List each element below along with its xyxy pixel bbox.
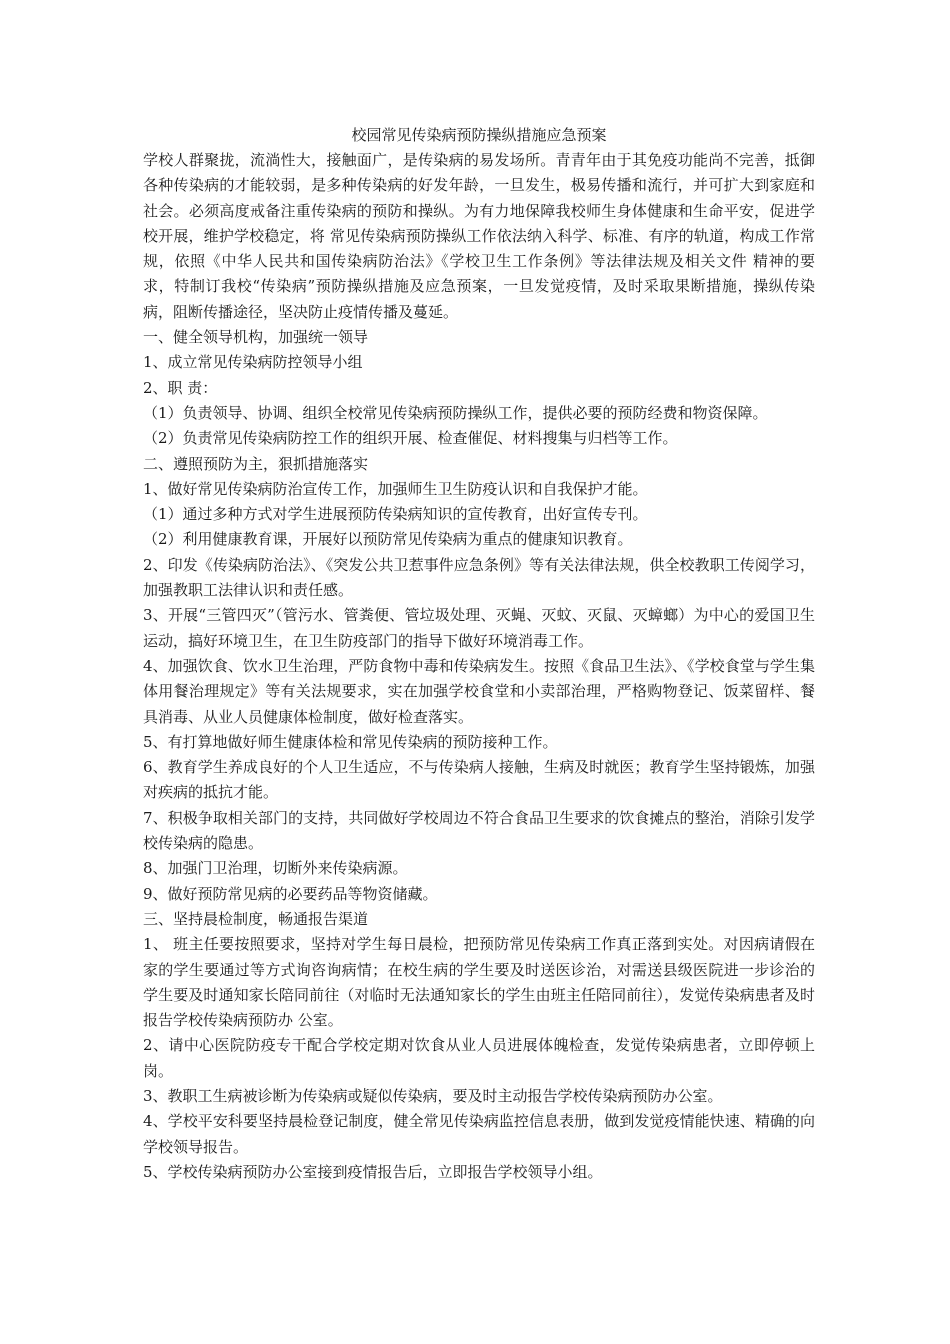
paragraph: （2）负责常见传染病防控工作的组织开展、检查催促、材料搜集与归档等工作。: [143, 429, 678, 448]
paragraph: 4、学校平安科要坚持晨检登记制度，健全常见传染病监控信息表册，做到发觉疫情能快速、精确的向学校领导报告。: [143, 1112, 815, 1156]
paragraph: 7、积极争取相关部门的支持，共同做好学校周边不符合食品卫生要求的饮食摊点的整治，消除引发学校传染病的隐患。: [143, 808, 815, 853]
paragraph: 二、遵照预防为主，狠抓措施落实: [143, 454, 369, 473]
paragraph: 3、教职工生病被诊断为传染病或疑似传染病，要及时主动报告学校传染病预防办公室。: [143, 1086, 723, 1105]
paragraph: 三、坚持晨检制度，畅通报告渠道: [143, 909, 369, 928]
paragraph: （1）负责领导、协调、组织全校常见传染病预防操纵工作，提供必要的预防经费和物资保障。: [143, 403, 768, 422]
paragraph: （2）利用健康教育课，开展好以预防常见传染病为重点的健康知识教育。: [143, 530, 633, 549]
paragraph: 9、做好预防常见病的必要药品等物资储藏。: [143, 884, 438, 903]
paragraph: 4、加强饮食、饮水卫生治理，严防食物中毒和传染病发生。按照《食品卫生法》、《学校食堂与学生集体用餐治理规定》等有关法规要求，实在加强学校食堂和小卖部治理，严格购物登记、饭菜留样、餐具消毒、从业人员健康体检制度，做好检查落实。: [143, 656, 815, 726]
paragraph: 5、学校传染病预防办公室接到疫情报告后，立即报告学校领导小组。: [143, 1162, 603, 1181]
paragraph: 3、开展“三管四灭”（管污水、管粪便、管垃圾处理、灭蝇、灭蚊、灭鼠、灭蟑螂）为中心的爱国卫生运动，搞好环境卫生，在卫生防疫部门的指导下做好环境消毒工作。: [143, 606, 815, 650]
paragraph: 1、 班主任要按照要求，坚持对学生每日晨检，把预防常见传染病工作真正落到实处。对因病请假在家的学生要通过等方式询咨询病情；在校生病的学生要及时送医诊治，对需送县级医院进一步诊治的学生要及时通知家长陪同前往（对临时无法通知家长的学生由班主任陪同前往），发觉传染病患者及时报告学校传染病预防办 公室。: [143, 935, 815, 1030]
paragraph: 5、有打算地做好师生健康体检和常见传染病的预防接种工作。: [143, 732, 558, 751]
document-title: 校园常见传染病预防操纵措施应急预案: [351, 126, 607, 144]
intro-paragraph: 学校人群聚拢，流淌性大，接触面广，是传染病的易发场所。青青年由于其免疫功能尚不完善，抵御各种传染病的才能较弱，是多种传染病的好发年龄，一旦发生，极易传播和流行，并可扩大到家庭和社会。必须高度戒备注重传染病的预防和操纵。为有力地保障我校师生身体健康和生命平安，促进学校开展，维护学校稳定，将 常见传染病预防操纵工作依法纳入科学、标准、有序的轨道，构成工作常规，依照《中华人民共和国传染病防治法》《学校卫生工作条例》等法律法规及相关文件 精神的要求，特制订我校“传染病”预防操纵措施及应急预案，一旦发觉疫情，及时采取果断措施，操纵传染病，阻断传播途径，坚决防止疫情传播及蔓延。: [143, 151, 815, 321]
paragraph: 1、成立常见传染病防控领导小组: [143, 353, 363, 372]
paragraph: 8、加强门卫治理，切断外来传染病源。: [143, 859, 408, 878]
paragraph: 1、做好常见传染病防治宣传工作，加强师生卫生防疫认识和自我保护才能。: [143, 479, 648, 498]
document-body: [143, 123, 815, 1185]
paragraph: （1）通过多种方式对学生进展预防传染病知识的宣传教育，出好宣传专刊。: [143, 505, 648, 524]
paragraph: 6、教育学生养成良好的个人卫生适应，不与传染病人接触，生病及时就医；教育学生坚持锻炼，加强对疾病的抵抗才能。: [143, 758, 815, 802]
paragraph: 2、职 责：: [143, 378, 218, 397]
paragraph: 一、健全领导机构，加强统一领导: [143, 328, 369, 347]
paragraph: 2、印发《传染病防治法》、《突发公共卫惹事件应急条例》等有关法律法规，供全校教职工传阅学习，加强教职工法律认识和责任感。: [143, 555, 815, 600]
paragraph: 2、请中心医院防疫专干配合学校定期对饮食从业人员进展体魄检查，发觉传染病患者，立即停顿上岗。: [143, 1036, 815, 1080]
